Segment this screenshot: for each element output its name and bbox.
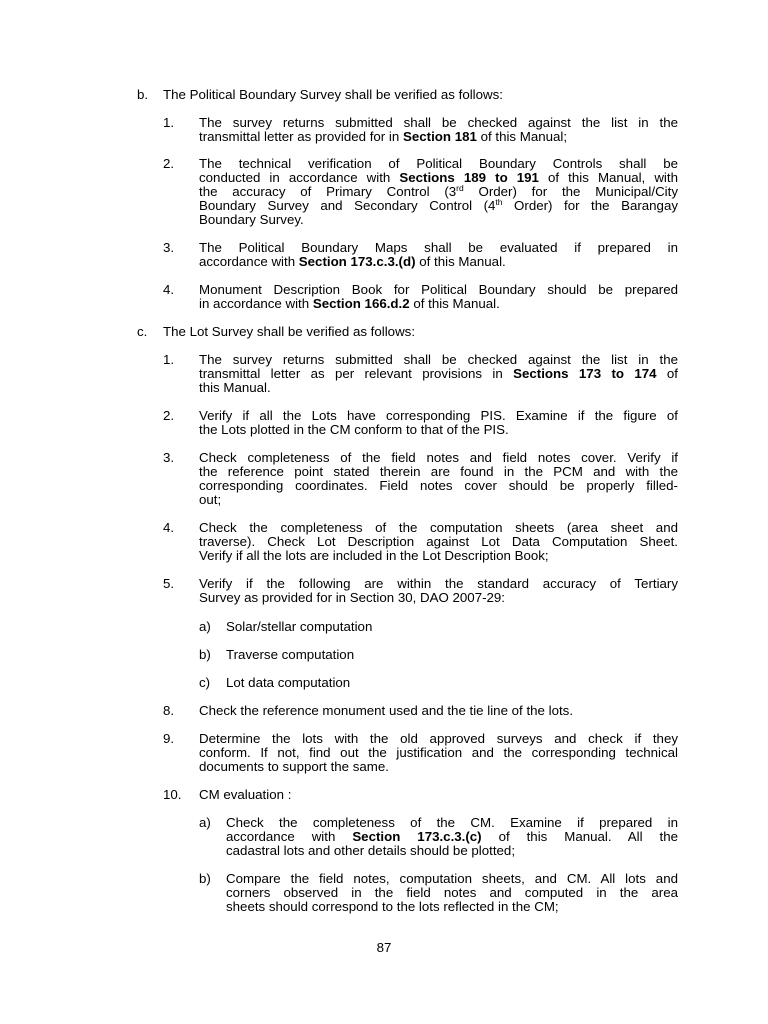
- sub-item-text: Solar/stellar computation: [226, 619, 373, 634]
- section-reference: Section 173.c.3.(c): [352, 829, 482, 844]
- list-item-text: The technical verification of Political Boundary Controls shall be conducted in accordance with Sections 189 to 191 of this Manual, with the accuracy of Primary Control (3rd Order) for the Municipal/City Boundary Survey and Secondary Control (4th Order) for the Barangay Boundary Survey.: [199, 156, 678, 227]
- sub-item-text: Lot data computation: [226, 675, 351, 690]
- item-number: 4.: [163, 520, 175, 535]
- section-b-intro: The Political Boundary Survey shall be verified as follows:: [163, 87, 503, 102]
- sub-item-text: Check the completeness of the CM. Examine if prepared in accordance with Section 173.c.3.(c) of this Manual. All the cadastral lots and other details should be plotted;: [226, 815, 679, 858]
- section-reference: Section 181: [402, 129, 477, 144]
- sub-item-marker: b): [199, 871, 211, 886]
- item-number: 5.: [163, 576, 175, 591]
- list-item-text: Check the completeness of the computation sheets (area sheet and traverse). Check Lot Description against Lot Data Computation Sheet. Verify if all the lots are included in the Lot Description Book;: [199, 520, 678, 563]
- item-number: 9.: [163, 731, 175, 746]
- list-item-text: The survey returns submitted shall be checked against the list in the transmittal letter as provided for in Section 181 of this Manual;: [199, 115, 678, 144]
- page-number: 87: [376, 940, 392, 955]
- item-number: 1.: [163, 352, 175, 367]
- section-c-intro: The Lot Survey shall be verified as follows:: [163, 324, 416, 339]
- section-reference: Section 166.d.2: [312, 296, 410, 311]
- sub-item-marker: a): [199, 619, 211, 634]
- item-number: 2.: [163, 408, 175, 423]
- section-reference: Sections 173 to 174: [513, 366, 657, 381]
- list-item-text: Verify if the following are within the standard accuracy of Tertiary Survey as provided for in Section 30, DAO 2007-29:: [199, 576, 678, 605]
- sub-item-text: Traverse computation: [226, 647, 355, 662]
- list-item-text: Determine the lots with the old approved surveys and check if they conform. If not, find out the justification and the corresponding technical documents to support the same.: [199, 731, 678, 774]
- item-number: 4.: [163, 282, 175, 297]
- item-number: 2.: [163, 156, 175, 171]
- section-reference: Section 173.c.3.(d): [298, 254, 416, 269]
- list-item-text: Verify if all the Lots have corresponding PIS. Examine if the figure of the Lots plotted in the CM conform to that of the PIS.: [199, 408, 678, 437]
- item-number: 3.: [163, 450, 175, 465]
- sub-item-marker: b): [199, 647, 211, 662]
- section-c-marker: c.: [137, 324, 148, 339]
- section-reference: Sections 189 to 191: [399, 170, 539, 185]
- list-item-text: CM evaluation :: [199, 787, 292, 802]
- item-number: 8.: [163, 703, 175, 718]
- list-item-text: The survey returns submitted shall be checked against the list in the transmittal letter as per relevant provisions in Sections 173 to 174 of this Manual.: [199, 352, 678, 395]
- list-item-text: The Political Boundary Maps shall be evaluated if prepared in accordance with Section 173.c.3.(d) of this Manual.: [199, 240, 678, 269]
- sub-item-text: Compare the field notes, computation sheets, and CM. All lots and corners observed in the field notes and computed in the area sheets should correspond to the lots reflected in the CM;: [226, 871, 678, 914]
- section-b-marker: b.: [137, 87, 149, 102]
- list-item-text: Check the reference monument used and the tie line of the lots.: [199, 703, 574, 718]
- list-item-text: Monument Description Book for Political Boundary should be prepared in accordance with Section 166.d.2 of this Manual.: [199, 282, 678, 311]
- item-number: 1.: [163, 115, 175, 130]
- sub-item-marker: a): [199, 815, 211, 830]
- item-number: 3.: [163, 240, 175, 255]
- sub-item-marker: c): [199, 675, 211, 690]
- item-number: 10.: [163, 787, 182, 802]
- list-item-text: Check completeness of the field notes and field notes cover. Verify if the reference point stated therein are found in the PCM and with the corresponding coordinates. Field notes cover should be properly filled- out;: [199, 450, 678, 507]
